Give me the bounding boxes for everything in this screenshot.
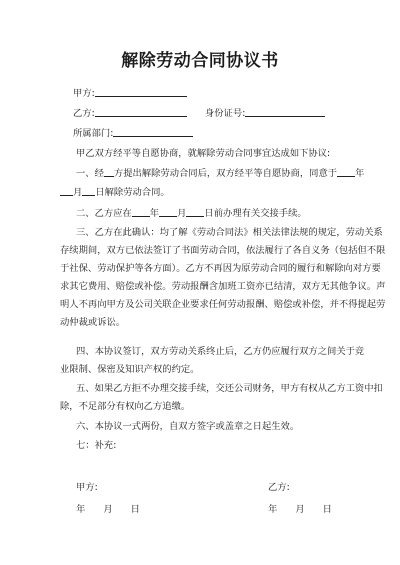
clause-2-year-label: 年 (149, 208, 160, 219)
clause-3-line-2: 存续期间，双方已依法签订了书面劳动合同，依法履行了各自义务（包括但不限 (60, 245, 386, 256)
signature-party-b-date (268, 503, 332, 516)
clause-1-line-1 (76, 166, 364, 180)
clause-1-text-end: 日解除劳动合同。 (95, 187, 170, 198)
party-a-year-label: 年 (76, 504, 86, 515)
clause-4-line-2: 业限制、保密及知识产权的约定。 (60, 364, 200, 375)
signature-party-a-date (76, 503, 140, 516)
party-a-month-label: 月 (103, 504, 113, 515)
party-a-day-label: 日 (130, 504, 140, 515)
clause-2-month-blank[interactable] (159, 206, 177, 217)
clause-2-month-label: 月 (177, 208, 187, 219)
id-number-blank[interactable] (245, 106, 325, 117)
clause-2 (76, 206, 307, 220)
clause-3-line-5: 明人不再向甲方及公司关联企业要求任何劳动报酬、赔偿或补偿，并不得提起劳 (60, 299, 386, 310)
department-blank[interactable] (113, 126, 193, 137)
clause-3-line-4: 求其它费用、赔偿或补偿。劳动报酬含加班工资亦已结清，双方无其他争议。声 (60, 281, 386, 292)
signature-party-b-label: 乙方: (268, 482, 290, 493)
party-a-row (73, 86, 187, 100)
department-label: 所属部门: (73, 128, 114, 139)
clause-2-year-blank[interactable] (132, 206, 150, 217)
clause-5-line-2: 除，不足部分有权向乙方追缴。 (60, 401, 191, 412)
clause-1-text-b: 方提出解除劳动合同后，双方经平等自愿协商，同意于 (113, 168, 338, 179)
party-b-year-label: 年 (268, 504, 278, 515)
clause-7: 七：补充: (76, 440, 117, 451)
party-b-row (73, 106, 187, 120)
department-row (73, 126, 193, 140)
clause-2-text-d: 日前办理有关交接手续。 (204, 208, 307, 219)
clause-1-month-label: 月 (73, 187, 83, 198)
intro-text: 甲乙双方经平等自愿协商，就解除劳动合同事宜达成如下协议: (76, 148, 331, 159)
party-b-month-label: 月 (295, 504, 305, 515)
clause-1-day-blank[interactable] (82, 185, 95, 196)
party-b-label: 乙方: (73, 108, 95, 119)
party-a-label: 甲方: (73, 88, 95, 99)
clause-6: 六、本协议一式两份，自双方签字或盖章之日起生效。 (76, 421, 300, 432)
clause-1-party-blank[interactable] (104, 166, 114, 177)
clause-3-line-3: 于社保、劳动保护等各方面）。乙方不再因为原劳动合同的履行和解除向对方要 (60, 263, 381, 274)
clause-5-line-1: 五、如果乙方拒不办理交接手续，交还公司财务，甲方有权从乙方工资中扣 (76, 383, 383, 394)
clause-1-leading-blank[interactable] (60, 185, 73, 196)
clause-1-year-blank[interactable] (337, 166, 355, 177)
signature-party-a-label: 甲方: (76, 482, 98, 493)
clause-3-line-6: 动仲裁或诉讼。 (60, 317, 126, 328)
clause-2-text-a: 二、乙方应在 (76, 208, 132, 219)
clause-1-year-label: 年 (355, 168, 365, 179)
id-number-row (205, 106, 325, 120)
document-title: 解除劳动合同协议书 (121, 51, 279, 71)
id-number-label: 身份证号: (205, 108, 246, 119)
clause-4-line-1: 四、本协议签订，双方劳动关系终止后，乙方仍应履行双方之间关于竞 (76, 346, 365, 357)
party-b-day-label: 日 (322, 504, 332, 515)
clause-1-line-2 (60, 185, 170, 199)
party-a-blank[interactable] (95, 86, 187, 97)
party-b-blank[interactable] (95, 106, 187, 117)
clause-1-text-a: 一、经 (76, 168, 104, 179)
clause-3-line-1: 三、乙方在此确认：均了解《劳动合同法》相关法律法规的规定，劳动关系 (76, 227, 383, 238)
clause-2-day-blank[interactable] (186, 206, 204, 217)
